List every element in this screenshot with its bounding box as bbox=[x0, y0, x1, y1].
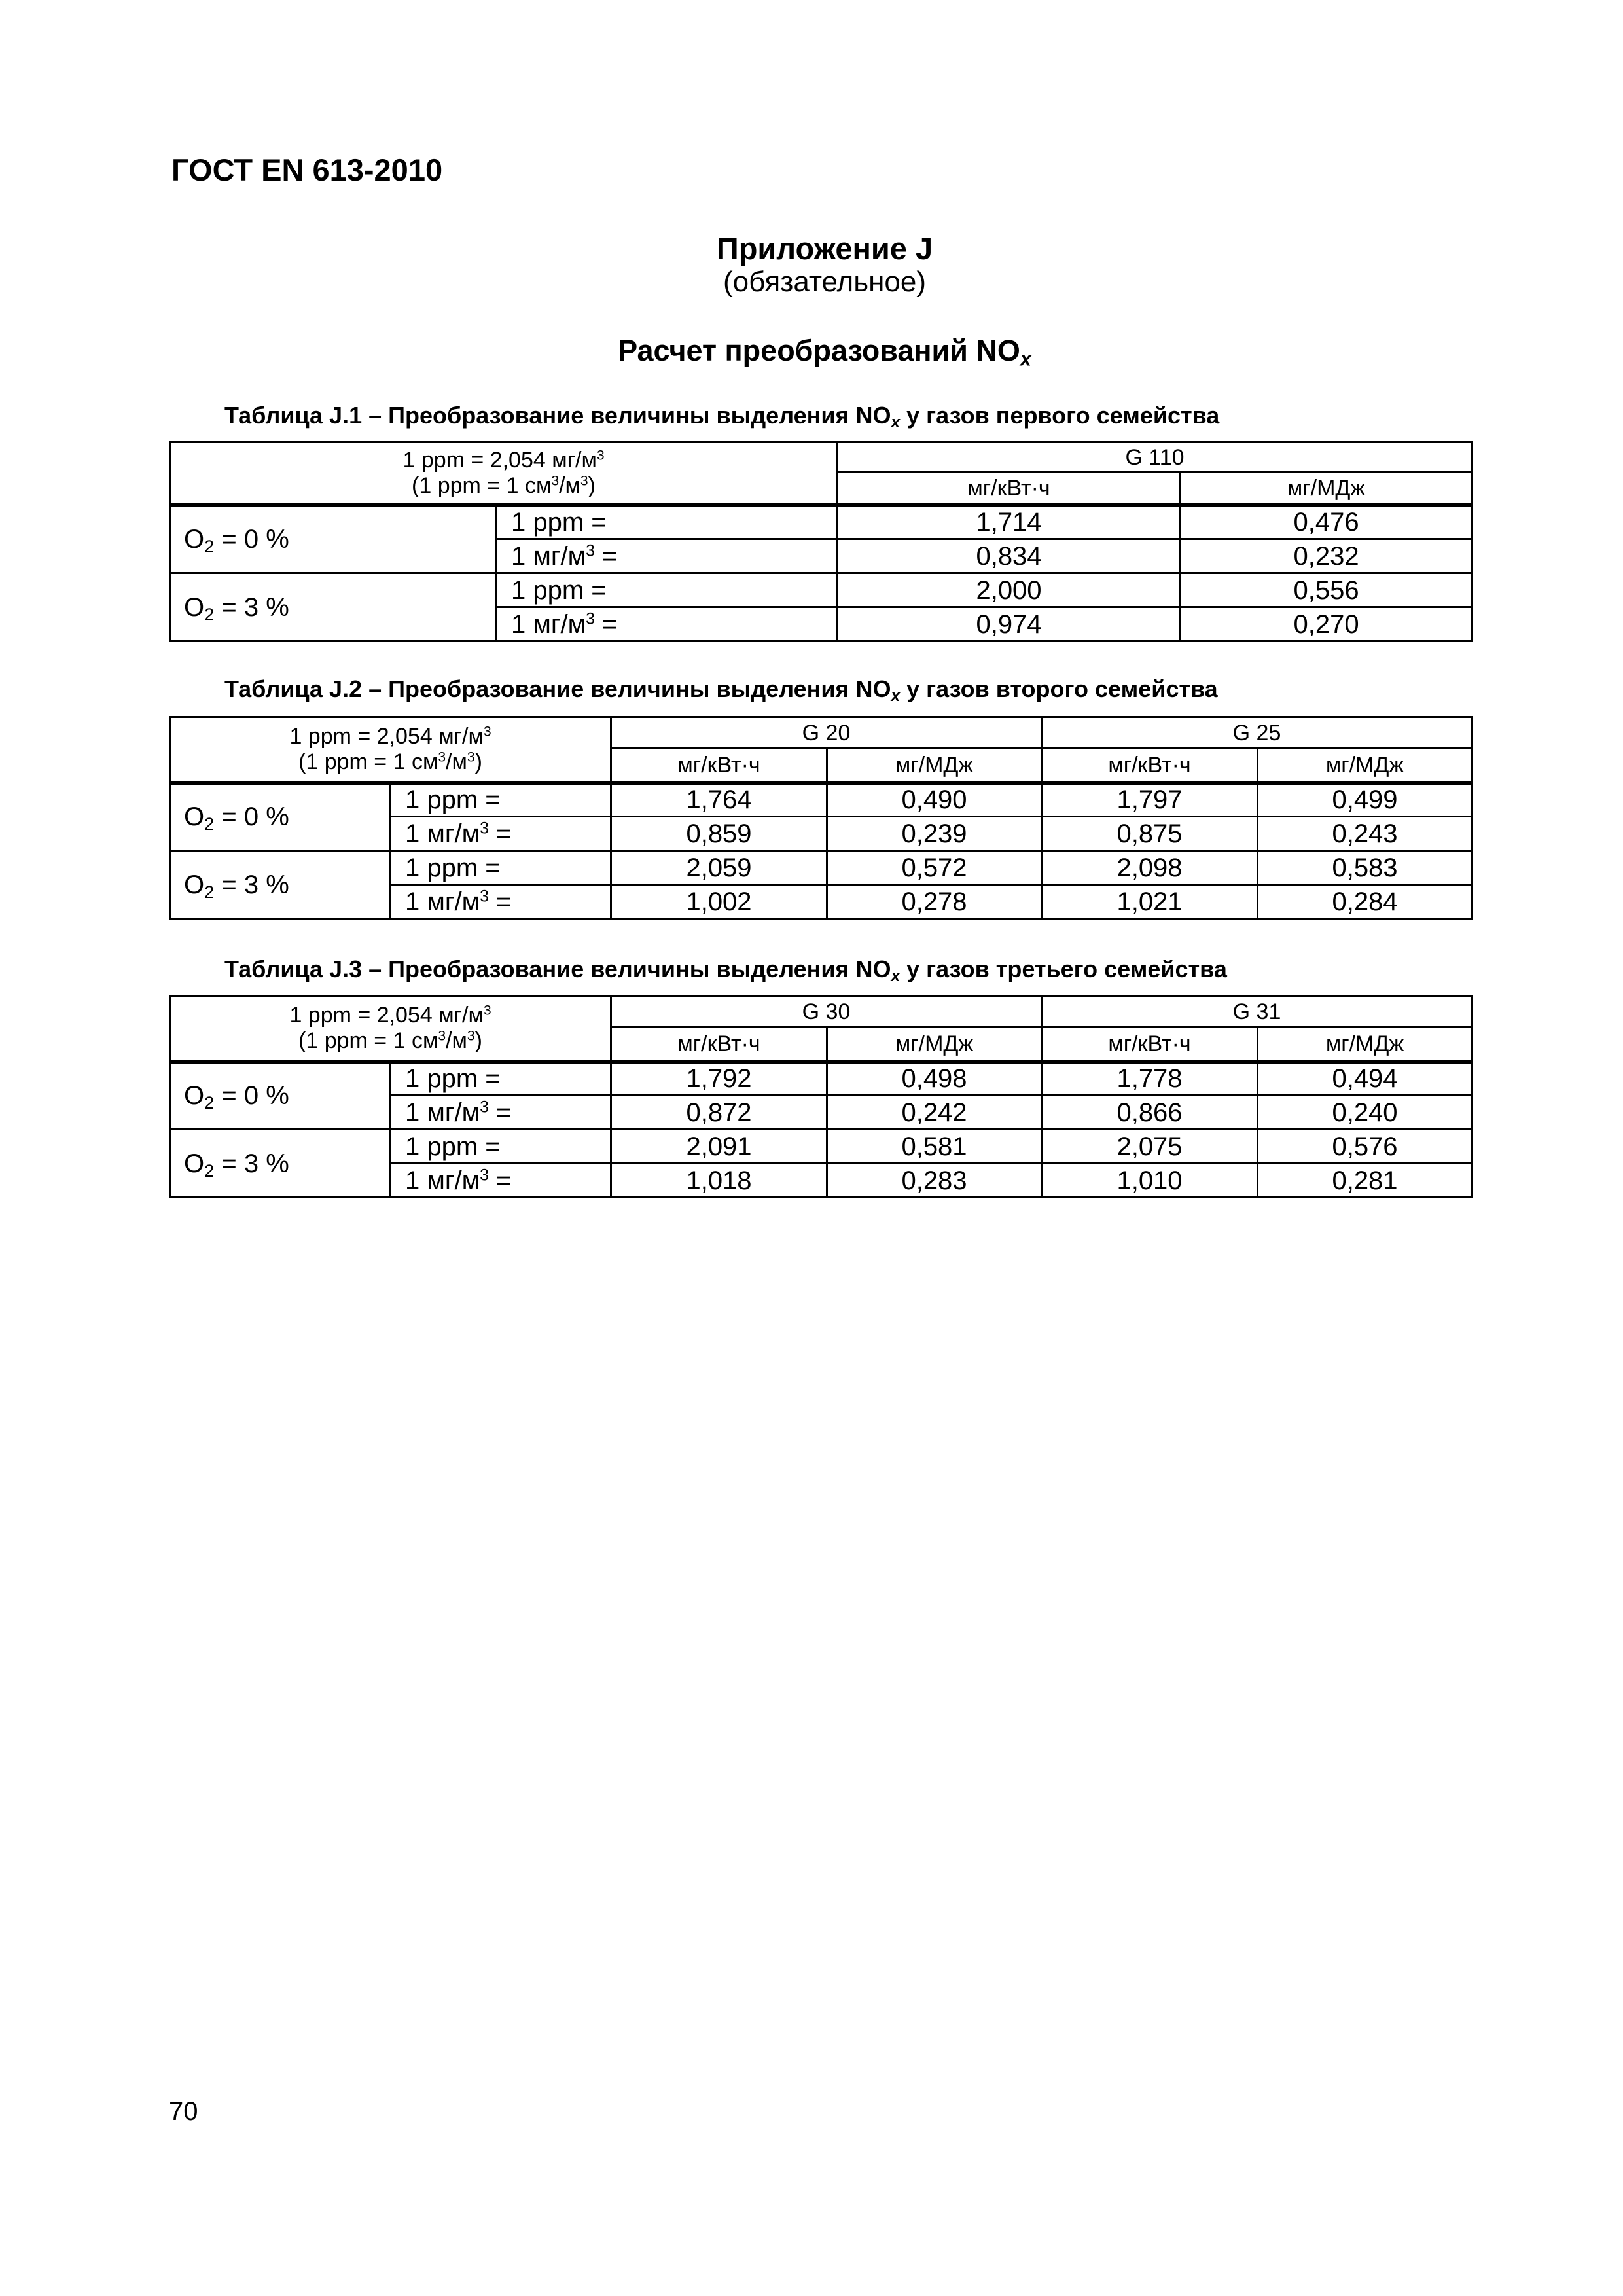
table-cell: 1,714 bbox=[838, 505, 1181, 539]
table-cell: 0,243 bbox=[1258, 817, 1472, 851]
conv-mg-text: 1 мг/м bbox=[511, 541, 586, 571]
gas-header: G 110 bbox=[838, 442, 1472, 473]
table-cell: 1,018 bbox=[611, 1164, 827, 1198]
table-cell: 0,494 bbox=[1258, 1062, 1472, 1096]
unit-mj-header: мг/МДж bbox=[1258, 749, 1472, 783]
conv-mg-label bbox=[390, 885, 611, 919]
table-j1-caption-x: x bbox=[891, 414, 901, 432]
table-cell: 0,875 bbox=[1042, 817, 1258, 851]
table-j1-caption bbox=[224, 402, 1220, 432]
ref-line2-sup2: 3 bbox=[467, 1028, 475, 1044]
unit-kwh-header: мг/кВт·ч bbox=[838, 473, 1181, 505]
ref-line2-b: /м bbox=[446, 1028, 467, 1053]
conv-mg-eq: = bbox=[488, 1166, 512, 1195]
conv-mg-eq: = bbox=[594, 541, 618, 571]
o2-symbol: O bbox=[184, 1149, 205, 1178]
reference-header bbox=[170, 442, 838, 505]
table-cell: 1,010 bbox=[1042, 1164, 1258, 1198]
table-cell: 0,556 bbox=[1181, 573, 1472, 607]
document-code: ГОСТ EN 613-2010 bbox=[171, 152, 443, 187]
conv-mg-label bbox=[390, 1096, 611, 1130]
o2-zero-label bbox=[170, 505, 496, 573]
table-cell: 0,240 bbox=[1258, 1096, 1472, 1130]
calculation-title-text: Расчет преобразований NO bbox=[618, 334, 1020, 367]
conv-mg-label bbox=[390, 1164, 611, 1198]
unit-kwh-header: мг/кВт·ч bbox=[1042, 1028, 1258, 1062]
o2-zero-label bbox=[170, 783, 390, 851]
conv-mg-sup: 3 bbox=[586, 609, 595, 628]
conv-mg-sup: 3 bbox=[480, 1166, 489, 1184]
table-j1-caption-a: Таблица J.1 – Преобразование величины выделения NO bbox=[224, 402, 891, 429]
table-cell: 2,000 bbox=[838, 573, 1181, 607]
appendix-subtitle: (обязательное) bbox=[722, 266, 927, 298]
conv-mg-text: 1 мг/м bbox=[405, 1166, 480, 1195]
o2-value: = 0 % bbox=[214, 802, 289, 832]
conv-ppm-label: 1 ppm = bbox=[390, 851, 611, 885]
o2-subscript: 2 bbox=[204, 881, 215, 902]
ref-line1: 1 ppm = 2,054 мг/м bbox=[289, 723, 484, 749]
o2-subscript: 2 bbox=[204, 1160, 215, 1181]
calculation-title-subscript: x bbox=[1020, 348, 1031, 370]
table-cell: 0,572 bbox=[827, 851, 1042, 885]
table-cell: 0,834 bbox=[838, 539, 1181, 573]
ref-line1-sup: 3 bbox=[483, 1003, 491, 1018]
table-cell: 2,098 bbox=[1042, 851, 1258, 885]
table-cell: 0,583 bbox=[1258, 851, 1472, 885]
conv-mg-text: 1 мг/м bbox=[405, 819, 480, 848]
gas2-header: G 25 bbox=[1042, 717, 1472, 749]
table-j3-caption bbox=[224, 956, 1227, 986]
ref-line2-b: /м bbox=[559, 473, 580, 498]
table-cell: 0,476 bbox=[1181, 505, 1472, 539]
table-cell: 0,872 bbox=[611, 1096, 827, 1130]
table-cell: 1,021 bbox=[1042, 885, 1258, 919]
o2-symbol: O bbox=[184, 870, 205, 899]
table-cell: 0,859 bbox=[611, 817, 827, 851]
table-cell: 0,239 bbox=[827, 817, 1042, 851]
o2-three-label bbox=[170, 573, 496, 641]
conv-ppm-label: 1 ppm = bbox=[390, 1062, 611, 1096]
table-cell: 0,581 bbox=[827, 1130, 1042, 1164]
o2-value: = 0 % bbox=[214, 1081, 289, 1111]
table-j1 bbox=[169, 441, 1473, 642]
table-cell: 0,974 bbox=[838, 607, 1181, 641]
gas1-header: G 20 bbox=[611, 717, 1042, 749]
table-cell: 0,284 bbox=[1258, 885, 1472, 919]
ref-line2-sup1: 3 bbox=[551, 473, 560, 489]
unit-kwh-header: мг/кВт·ч bbox=[611, 749, 827, 783]
conv-mg-eq: = bbox=[488, 819, 512, 848]
ref-line2-c: ) bbox=[474, 749, 482, 774]
table-cell: 1,792 bbox=[611, 1062, 827, 1096]
conv-mg-text: 1 мг/м bbox=[405, 887, 480, 916]
table-cell: 0,283 bbox=[827, 1164, 1042, 1198]
ref-line1-sup: 3 bbox=[596, 448, 605, 463]
ref-line2-b: /м bbox=[446, 749, 467, 774]
conv-mg-label bbox=[496, 607, 838, 641]
o2-symbol: O bbox=[184, 525, 205, 554]
table-cell: 0,498 bbox=[827, 1062, 1042, 1096]
table-j3 bbox=[169, 995, 1473, 1198]
o2-subscript: 2 bbox=[204, 603, 215, 624]
table-j3-caption-x: x bbox=[891, 967, 901, 986]
conv-mg-sup: 3 bbox=[480, 819, 489, 837]
conv-mg-label bbox=[496, 539, 838, 573]
o2-subscript: 2 bbox=[204, 1092, 215, 1113]
o2-zero-label bbox=[170, 1062, 390, 1130]
o2-three-label bbox=[170, 1130, 390, 1198]
table-cell: 0,278 bbox=[827, 885, 1042, 919]
table-j2-caption-a: Таблица J.2 – Преобразование величины выделения NO bbox=[224, 675, 891, 702]
unit-kwh-header: мг/кВт·ч bbox=[611, 1028, 827, 1062]
o2-subscript: 2 bbox=[204, 814, 215, 834]
o2-symbol: O bbox=[184, 1081, 205, 1111]
conv-mg-eq: = bbox=[488, 887, 512, 916]
table-cell: 0,281 bbox=[1258, 1164, 1472, 1198]
conv-mg-sup: 3 bbox=[480, 887, 489, 905]
gas1-header: G 30 bbox=[611, 996, 1042, 1028]
table-cell: 1,778 bbox=[1042, 1062, 1258, 1096]
table-j2-caption-x: x bbox=[891, 687, 901, 706]
table-cell: 0,270 bbox=[1181, 607, 1472, 641]
conv-mg-sup: 3 bbox=[586, 541, 595, 560]
ref-line2-a: (1 ppm = 1 см bbox=[412, 473, 552, 498]
ref-line2-c: ) bbox=[474, 1028, 482, 1053]
table-cell: 0,232 bbox=[1181, 539, 1472, 573]
table-cell: 0,866 bbox=[1042, 1096, 1258, 1130]
ref-line2-a: (1 ppm = 1 см bbox=[298, 1028, 438, 1053]
conv-mg-eq: = bbox=[594, 609, 618, 639]
o2-value: = 3 % bbox=[214, 592, 289, 622]
table-cell: 0,242 bbox=[827, 1096, 1042, 1130]
conv-mg-eq: = bbox=[488, 1098, 512, 1127]
table-cell: 0,490 bbox=[827, 783, 1042, 817]
ref-line1-sup: 3 bbox=[483, 724, 491, 740]
gas2-header: G 31 bbox=[1042, 996, 1472, 1028]
o2-value: = 3 % bbox=[214, 870, 289, 899]
table-cell: 1,764 bbox=[611, 783, 827, 817]
ref-line2-sup2: 3 bbox=[467, 749, 475, 765]
table-cell: 1,797 bbox=[1042, 783, 1258, 817]
table-j3-caption-b: у газов третьего семейства bbox=[900, 956, 1227, 982]
unit-mj-header: мг/МДж bbox=[1181, 473, 1472, 505]
table-cell: 1,002 bbox=[611, 885, 827, 919]
ref-line1: 1 ppm = 2,054 мг/м bbox=[289, 1002, 484, 1028]
ref-line2-sup1: 3 bbox=[438, 749, 446, 765]
o2-value: = 0 % bbox=[214, 525, 289, 554]
reference-header bbox=[170, 717, 611, 783]
conv-ppm-label: 1 ppm = bbox=[496, 505, 838, 539]
table-j2 bbox=[169, 716, 1473, 920]
table-j2-caption-b: у газов второго семейства bbox=[900, 675, 1218, 702]
o2-value: = 3 % bbox=[214, 1149, 289, 1178]
unit-kwh-header: мг/кВт·ч bbox=[1042, 749, 1258, 783]
conv-mg-label bbox=[390, 817, 611, 851]
ref-line1: 1 ppm = 2,054 мг/м bbox=[402, 447, 597, 473]
o2-symbol: O bbox=[184, 802, 205, 832]
table-cell: 0,576 bbox=[1258, 1130, 1472, 1164]
unit-mj-header: мг/МДж bbox=[827, 749, 1042, 783]
table-cell: 2,075 bbox=[1042, 1130, 1258, 1164]
calculation-title bbox=[0, 334, 1623, 368]
conv-mg-text: 1 мг/м bbox=[511, 609, 586, 639]
table-cell: 0,499 bbox=[1258, 783, 1472, 817]
table-j1-caption-b: у газов первого семейства bbox=[900, 402, 1220, 429]
conv-mg-text: 1 мг/м bbox=[405, 1098, 480, 1127]
conv-mg-sup: 3 bbox=[480, 1098, 489, 1116]
conv-ppm-label: 1 ppm = bbox=[496, 573, 838, 607]
table-cell: 2,059 bbox=[611, 851, 827, 885]
reference-header bbox=[170, 996, 611, 1062]
o2-three-label bbox=[170, 851, 390, 919]
conv-ppm-label: 1 ppm = bbox=[390, 1130, 611, 1164]
ref-line2-sup2: 3 bbox=[580, 473, 588, 489]
ref-line2-a: (1 ppm = 1 см bbox=[298, 749, 438, 774]
ref-line2-sup1: 3 bbox=[438, 1028, 446, 1044]
o2-subscript: 2 bbox=[204, 536, 215, 557]
unit-mj-header: мг/МДж bbox=[827, 1028, 1042, 1062]
o2-symbol: O bbox=[184, 592, 205, 622]
page-number: 70 bbox=[169, 2097, 198, 2126]
conv-ppm-label: 1 ppm = bbox=[390, 783, 611, 817]
appendix-title: Приложение J bbox=[716, 231, 933, 266]
ref-line2-c: ) bbox=[588, 473, 596, 498]
table-cell: 2,091 bbox=[611, 1130, 827, 1164]
table-j2-caption bbox=[224, 675, 1218, 706]
unit-mj-header: мг/МДж bbox=[1258, 1028, 1472, 1062]
table-j3-caption-a: Таблица J.3 – Преобразование величины выделения NO bbox=[224, 956, 891, 982]
